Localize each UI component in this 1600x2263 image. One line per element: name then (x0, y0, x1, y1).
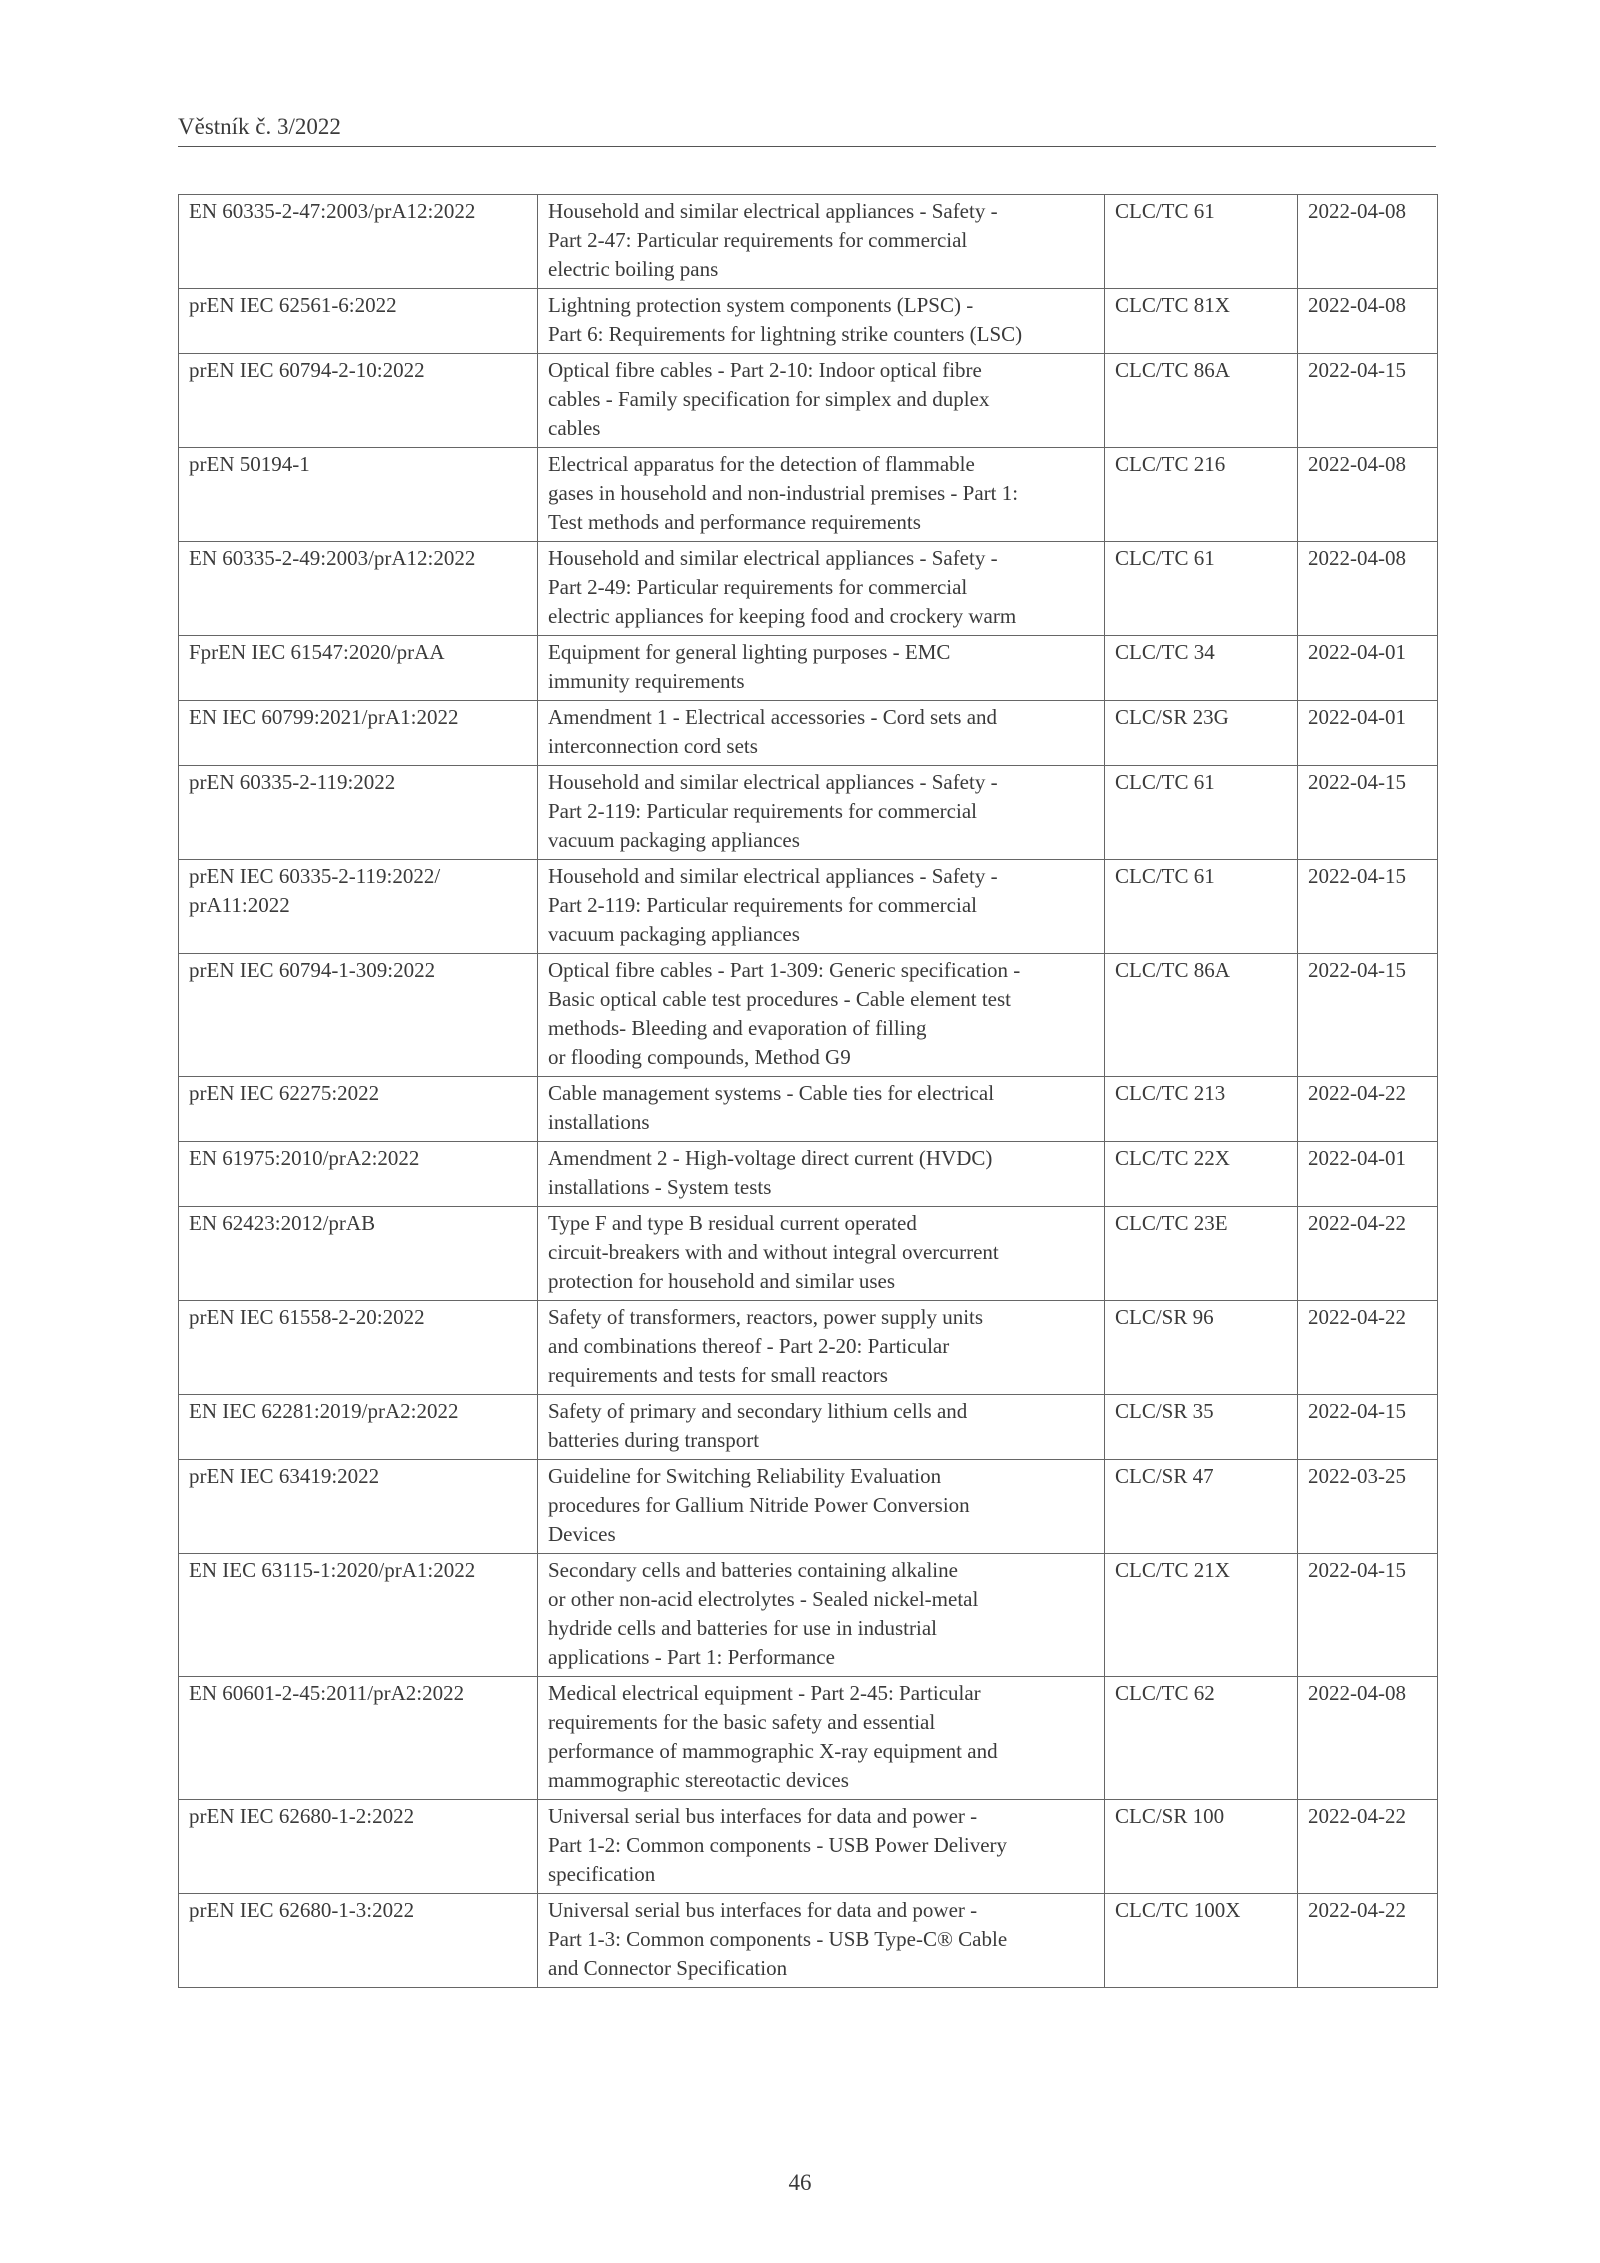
deadline-date: 2022-04-22 (1298, 1894, 1438, 1988)
technical-committee: CLC/SR 35 (1105, 1395, 1298, 1460)
standards-table (178, 194, 1438, 1988)
table-row (179, 954, 1438, 1077)
standard-title: Optical fibre cables - Part 1-309: Generic specification - Basic optical cable test procedures - Cable element test methods- Bleeding and evaporation of filling or flooding compounds, Method G9 (538, 954, 1105, 1077)
standard-title: Lightning protection system components (LPSC) - Part 6: Requirements for lightning strike counters (LSC) (538, 289, 1105, 354)
standard-code: prEN 60335-2-119:2022 (179, 766, 538, 860)
technical-committee: CLC/TC 61 (1105, 542, 1298, 636)
standard-code: prEN IEC 63419:2022 (179, 1460, 538, 1554)
table-row (179, 289, 1438, 354)
standard-code: FprEN IEC 61547:2020/prAA (179, 636, 538, 701)
standard-title: Household and similar electrical appliances - Safety - Part 2-47: Particular requirements for commercial electric boiling pans (538, 195, 1105, 289)
table-row (179, 1677, 1438, 1800)
table-row (179, 195, 1438, 289)
deadline-date: 2022-04-01 (1298, 1142, 1438, 1207)
standard-title: Household and similar electrical appliances - Safety - Part 2-49: Particular requirements for commercial electric appliances for keeping food and crockery warm (538, 542, 1105, 636)
technical-committee: CLC/TC 61 (1105, 860, 1298, 954)
technical-committee: CLC/TC 22X (1105, 1142, 1298, 1207)
technical-committee: CLC/TC 23E (1105, 1207, 1298, 1301)
deadline-date: 2022-04-22 (1298, 1207, 1438, 1301)
table-row (179, 701, 1438, 766)
technical-committee: CLC/SR 23G (1105, 701, 1298, 766)
table-row (179, 448, 1438, 542)
deadline-date: 2022-04-08 (1298, 1677, 1438, 1800)
technical-committee: CLC/TC 34 (1105, 636, 1298, 701)
standard-title: Household and similar electrical appliances - Safety - Part 2-119: Particular requirements for commercial vacuum packaging appliances (538, 766, 1105, 860)
standard-title: Safety of primary and secondary lithium cells and batteries during transport (538, 1395, 1105, 1460)
table-row (179, 1077, 1438, 1142)
table-row (179, 860, 1438, 954)
technical-committee: CLC/TC 213 (1105, 1077, 1298, 1142)
deadline-date: 2022-04-22 (1298, 1800, 1438, 1894)
technical-committee: CLC/TC 100X (1105, 1894, 1298, 1988)
standard-code: prEN IEC 61558-2-20:2022 (179, 1301, 538, 1395)
standard-code: prEN IEC 60794-1-309:2022 (179, 954, 538, 1077)
table-row (179, 354, 1438, 448)
technical-committee: CLC/TC 62 (1105, 1677, 1298, 1800)
standard-title: Safety of transformers, reactors, power supply units and combinations thereof - Part 2-20: Particular requirements and tests for small reactors (538, 1301, 1105, 1395)
standard-title: Household and similar electrical appliances - Safety - Part 2-119: Particular requirements for commercial vacuum packaging appliances (538, 860, 1105, 954)
page-header (178, 112, 1436, 147)
standard-code: prEN IEC 60335-2-119:2022/ prA11:2022 (179, 860, 538, 954)
standard-title: Optical fibre cables - Part 2-10: Indoor optical fibre cables - Family specification for simplex and duplex cables (538, 354, 1105, 448)
technical-committee: CLC/TC 61 (1105, 195, 1298, 289)
standard-title: Equipment for general lighting purposes - EMC immunity requirements (538, 636, 1105, 701)
deadline-date: 2022-04-08 (1298, 542, 1438, 636)
table-row (179, 1142, 1438, 1207)
standard-code: prEN IEC 62680-1-2:2022 (179, 1800, 538, 1894)
table-row (179, 636, 1438, 701)
standard-code: EN 60601-2-45:2011/prA2:2022 (179, 1677, 538, 1800)
table-row (179, 1301, 1438, 1395)
standard-title: Amendment 1 - Electrical accessories - Cord sets and interconnection cord sets (538, 701, 1105, 766)
standard-code: EN IEC 60799:2021/prA1:2022 (179, 701, 538, 766)
table-row (179, 1894, 1438, 1988)
standard-code: prEN IEC 62275:2022 (179, 1077, 538, 1142)
deadline-date: 2022-04-08 (1298, 448, 1438, 542)
deadline-date: 2022-04-15 (1298, 954, 1438, 1077)
technical-committee: CLC/SR 100 (1105, 1800, 1298, 1894)
deadline-date: 2022-04-15 (1298, 1395, 1438, 1460)
standard-code: EN IEC 63115-1:2020/prA1:2022 (179, 1554, 538, 1677)
table-row (179, 766, 1438, 860)
deadline-date: 2022-04-01 (1298, 701, 1438, 766)
standard-code: EN 62423:2012/prAB (179, 1207, 538, 1301)
deadline-date: 2022-04-22 (1298, 1301, 1438, 1395)
standard-code: prEN 50194-1 (179, 448, 538, 542)
deadline-date: 2022-04-15 (1298, 1554, 1438, 1677)
standard-code: prEN IEC 62680-1-3:2022 (179, 1894, 538, 1988)
standard-title: Type F and type B residual current operated circuit-breakers with and without integral overcurrent protection for household and similar uses (538, 1207, 1105, 1301)
technical-committee: CLC/TC 81X (1105, 289, 1298, 354)
technical-committee: CLC/TC 61 (1105, 766, 1298, 860)
deadline-date: 2022-04-15 (1298, 766, 1438, 860)
technical-committee: CLC/TC 216 (1105, 448, 1298, 542)
standard-title: Electrical apparatus for the detection of flammable gases in household and non-industrial premises - Part 1: Test methods and performance requirements (538, 448, 1105, 542)
deadline-date: 2022-04-08 (1298, 195, 1438, 289)
standard-title: Universal serial bus interfaces for data and power - Part 1-2: Common components - USB Power Delivery specification (538, 1800, 1105, 1894)
deadline-date: 2022-04-15 (1298, 354, 1438, 448)
table-row (179, 1395, 1438, 1460)
table-row (179, 1554, 1438, 1677)
deadline-date: 2022-04-01 (1298, 636, 1438, 701)
deadline-date: 2022-04-08 (1298, 289, 1438, 354)
technical-committee: CLC/TC 21X (1105, 1554, 1298, 1677)
page-number: 46 (788, 2170, 812, 2195)
technical-committee: CLC/SR 96 (1105, 1301, 1298, 1395)
standard-title: Cable management systems - Cable ties for electrical installations (538, 1077, 1105, 1142)
standard-title: Medical electrical equipment - Part 2-45: Particular requirements for the basic safety and essential performance of mammographic X-ray equipment and mammographic stereotactic devices (538, 1677, 1105, 1800)
standard-code: prEN IEC 60794-2-10:2022 (179, 354, 538, 448)
table-row (179, 542, 1438, 636)
table-row (179, 1800, 1438, 1894)
standard-code: prEN IEC 62561-6:2022 (179, 289, 538, 354)
standard-title: Guideline for Switching Reliability Evaluation procedures for Gallium Nitride Power Conversion Devices (538, 1460, 1105, 1554)
table-row (179, 1207, 1438, 1301)
technical-committee: CLC/TC 86A (1105, 954, 1298, 1077)
table-row (179, 1460, 1438, 1554)
standard-title: Secondary cells and batteries containing alkaline or other non-acid electrolytes - Sealed nickel-metal hydride cells and batteries for use in industrial applications - Part 1: Performance (538, 1554, 1105, 1677)
standard-code: EN 61975:2010/prA2:2022 (179, 1142, 538, 1207)
standard-title: Amendment 2 - High-voltage direct current (HVDC) installations - System tests (538, 1142, 1105, 1207)
publication-title: Věstník č. 3/2022 (178, 114, 341, 139)
deadline-date: 2022-04-15 (1298, 860, 1438, 954)
standards-table-body (179, 195, 1438, 1988)
standard-title: Universal serial bus interfaces for data and power - Part 1-3: Common components - USB Type-C® Cable and Connector Specification (538, 1894, 1105, 1988)
deadline-date: 2022-04-22 (1298, 1077, 1438, 1142)
deadline-date: 2022-03-25 (1298, 1460, 1438, 1554)
standard-code: EN 60335-2-47:2003/prA12:2022 (179, 195, 538, 289)
standard-code: EN IEC 62281:2019/prA2:2022 (179, 1395, 538, 1460)
standard-code: EN 60335-2-49:2003/prA12:2022 (179, 542, 538, 636)
technical-committee: CLC/SR 47 (1105, 1460, 1298, 1554)
technical-committee: CLC/TC 86A (1105, 354, 1298, 448)
